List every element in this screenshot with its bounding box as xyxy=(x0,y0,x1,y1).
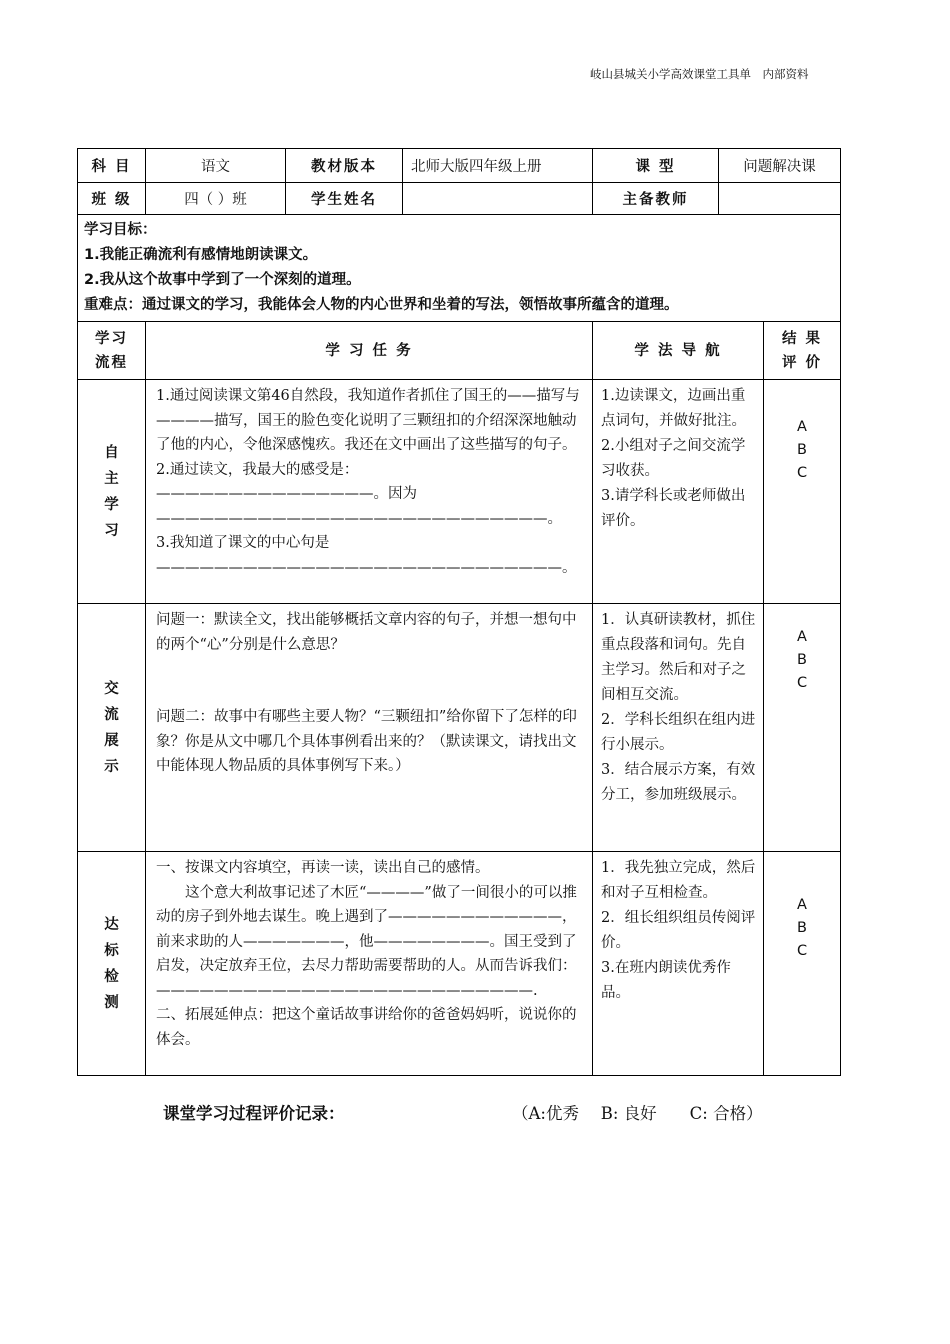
method-item: 1．认真研读教材，抓住重点段落和词句。先自主学习。然后和对子之间相互交流。 xyxy=(601,612,756,703)
method-header: 学 法 导 航 xyxy=(593,322,764,380)
method-cell xyxy=(593,604,764,852)
goals-row xyxy=(78,215,841,322)
section-char: 达 xyxy=(104,916,119,933)
task-item: 1.通过阅读课文第46自然段，我知道作者抓住了国王的——描写与————描写，国王的脸色变化说明了三颗纽扣的介绍深深地触动了他的内心，令他深感愧疚。我还在文中画出了这些描写的句子。 xyxy=(156,388,580,453)
subject-label: 科 目 xyxy=(78,149,146,183)
method-cell xyxy=(593,380,764,604)
task-cell xyxy=(146,604,593,852)
task-item: 2.通过读文，我最大的感受是：———————————————。因为———————————————————————————。 xyxy=(156,461,562,527)
section-name xyxy=(78,852,146,1076)
task-spacer xyxy=(156,657,584,705)
grade-option[interactable]: A xyxy=(797,897,807,913)
grade-option[interactable]: A xyxy=(797,419,807,435)
result-header-line: 结 果 xyxy=(781,330,823,347)
grade-option[interactable]: C xyxy=(796,943,808,959)
grade-option[interactable]: B xyxy=(797,652,807,668)
grade-option[interactable]: B xyxy=(797,920,807,936)
section-char: 主 xyxy=(104,470,119,487)
goal-item: 1.我能正确流利有感情地朗读课文。 xyxy=(84,247,318,263)
task-item: 一、按课文内容填空，再读一读，读出自己的感情。 xyxy=(156,860,490,876)
grade-legend: （A:优秀 B: 良好 C: 合格） xyxy=(512,1104,763,1123)
learning-goals xyxy=(78,215,841,322)
method-item: 2.小组对子之间交流学习收获。 xyxy=(601,438,746,479)
section-char: 流 xyxy=(104,706,119,723)
edition-label: 教材版本 xyxy=(286,149,403,183)
method-item: 2．学科长组织在组内进行小展示。 xyxy=(601,712,756,753)
section-char: 交 xyxy=(104,680,119,697)
result-header-line: 评 价 xyxy=(781,354,823,371)
flow-header-line: 学习 xyxy=(95,330,128,347)
method-item: 1．我先独立完成，然后和对子互相检查。 xyxy=(601,860,756,901)
evaluation-record-label: 课堂学习过程评价记录： xyxy=(163,1104,345,1123)
goals-title: 学习目标： xyxy=(84,222,157,238)
class-value: 四（ ）班 xyxy=(146,183,286,215)
method-item: 3.在班内朗读优秀作品。 xyxy=(601,960,731,1001)
method-item: 1.边读课文，边画出重点词句，并做好批注。 xyxy=(601,388,746,429)
info-row-1 xyxy=(78,149,841,183)
header-note: 岐山县城关小学高效课堂工具单 内部资料 xyxy=(590,67,809,81)
task-cell xyxy=(146,852,593,1076)
edition-value: 北师大版四年级上册 xyxy=(403,149,593,183)
task-item: 问题二：故事中有哪些主要人物？“三颗纽扣”给你留下了怎样的印象？你是从文中哪几个具体事例看出来的？（默读课文，请找出文中能体现人物品质的具体事例写下来。） xyxy=(156,709,577,774)
goal-item: 2.我从这个故事中学到了一个深刻的道理。 xyxy=(84,272,361,288)
task-item: 这个意大利故事记述了木匠“————”做了一间很小的可以推动的房子到外地去谋生。晚上遇到了————————————，前来求助的人———————，他————————。国王受到了启发，决定放弃王位，去尽力帮助需要帮助的人。从而告诉我们：——————————————————————————. xyxy=(156,884,577,999)
class-label: 班 级 xyxy=(78,183,146,215)
teacher-field[interactable] xyxy=(719,183,841,215)
section-char: 测 xyxy=(104,994,119,1011)
section-name xyxy=(78,380,146,604)
section-char: 习 xyxy=(104,522,119,539)
section-char: 学 xyxy=(104,496,119,513)
worksheet-table xyxy=(77,148,841,1076)
grade-option[interactable]: A xyxy=(797,629,807,645)
key-point: 重难点：通过课文的学习，我能体会人物的内心世界和坐着的写法，领悟故事所蕴含的道理。 xyxy=(84,297,679,313)
section-char: 展 xyxy=(104,732,119,749)
teacher-label: 主备教师 xyxy=(593,183,719,215)
flow-header-line: 流程 xyxy=(95,354,128,371)
section-row-exchange xyxy=(78,604,841,852)
task-item: 3.我知道了课文的中心句是————————————————————————————。 xyxy=(156,535,577,576)
task-item: 问题一：默读全文，找出能够概括文章内容的句子，并想一想句中的两个“心”分别是什么意思？ xyxy=(156,612,577,653)
method-item: 3．结合展示方案，有效分工，参加班级展示。 xyxy=(601,762,756,803)
grade-option[interactable]: C xyxy=(796,465,808,481)
info-row-2 xyxy=(78,183,841,215)
lesson-type-label: 课 型 xyxy=(593,149,719,183)
section-char: 示 xyxy=(104,758,119,775)
section-name xyxy=(78,604,146,852)
subject-value: 语文 xyxy=(146,149,286,183)
task-header: 学 习 任 务 xyxy=(146,322,593,380)
section-row-self-study xyxy=(78,380,841,604)
student-name-label: 学生姓名 xyxy=(286,183,403,215)
method-cell xyxy=(593,852,764,1076)
table-head-row xyxy=(78,322,841,380)
flow-header xyxy=(78,322,146,380)
grade-cell xyxy=(764,852,841,1076)
grade-cell xyxy=(764,380,841,604)
section-char: 自 xyxy=(104,444,119,461)
task-cell xyxy=(146,380,593,604)
grade-option[interactable]: B xyxy=(797,442,807,458)
result-header xyxy=(764,322,841,380)
lesson-type-value: 问题解决课 xyxy=(719,149,841,183)
grade-option[interactable]: C xyxy=(796,675,808,691)
method-item: 2．组长组织组员传阅评价。 xyxy=(601,910,756,951)
task-item: 二、拓展延伸点：把这个童话故事讲给你的爸爸妈妈听，说说你的体会。 xyxy=(156,1007,577,1048)
section-char: 标 xyxy=(104,942,119,959)
section-row-test xyxy=(78,852,841,1076)
section-char: 检 xyxy=(104,968,119,985)
student-name-field[interactable] xyxy=(403,183,593,215)
method-item: 3.请学科长或老师做出评价。 xyxy=(601,488,746,529)
grade-cell xyxy=(764,604,841,852)
